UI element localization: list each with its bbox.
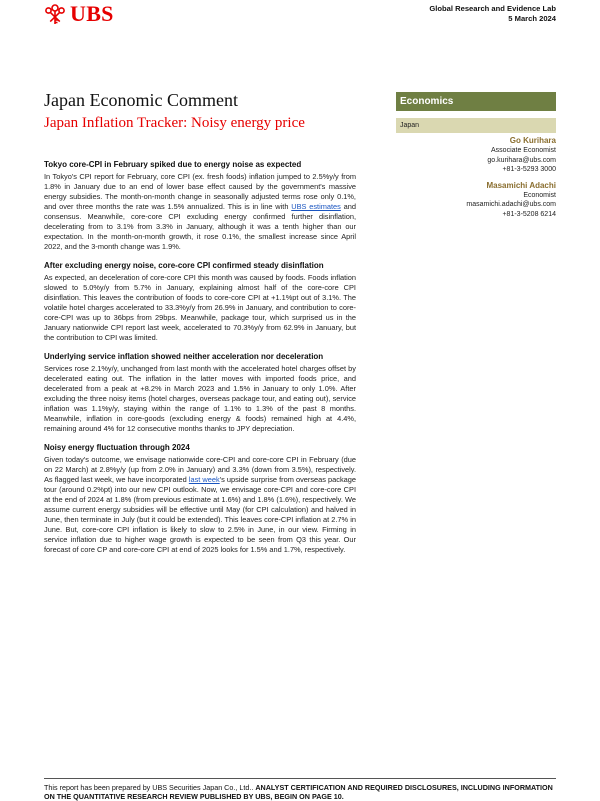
footer-disclosure-notice: ANALYST CERTIFICATION AND REQUIRED DISCLOSURES, INCLUDING INFORMATION ON THE QUANTITATIVE RESEARCH REVIEW PUBLISHED BY UBS, BEGIN ON PAGE 10.	[44, 783, 553, 801]
keys-emblem-icon	[44, 3, 66, 25]
region-label: Japan	[396, 118, 556, 133]
section-heading: Noisy energy fluctuation through 2024	[44, 443, 190, 452]
footer-text: This report has been prepared by UBS Securities Japan Co., Ltd..	[44, 783, 254, 792]
author-name: Masamichi Adachi	[486, 180, 556, 190]
section-heading: After excluding energy noise, core-core CPI confirmed steady disinflation	[44, 261, 324, 270]
report-title: Japan Economic Comment	[44, 90, 238, 110]
author-list	[396, 136, 556, 225]
author-title: Associate Economist	[491, 147, 556, 154]
section-paragraph: Services rose 2.1%y/y, unchanged from last month with the accelerated hotel charges offset by decelerated eating out. The inflation in the latter moves with imported foods price, and decelerated from a peak at +8.2% in March 2023 and 1.5% in January to only 1.0%. After excluding the three noisy items (hotel charges, overseas package tour, and eating out), service inflation was 1.1%y/y, staying within the range of 1.1% to 1.3% of the past 8 months. Meanwhile, inflation in core-goods (excluding energy & foods) remained high at 4.4%, remaining around 4% for 12 consecutive months thanks to JPY depreciation.	[44, 364, 356, 433]
author-email[interactable]: go.kurihara@ubs.com	[487, 156, 556, 164]
section-label: Economics	[396, 92, 556, 111]
paragraph-text: and consensus. Meanwhile, core-core CPI excluding energy confirmed further disinflation, decelerating from to 3.1% from 3.3% in January, although it was a tenth higher than our expectation. In the month-on-month growth, it rose 0.1%, the smallest increase since April 2022, and the 3-month change was 1.9%.	[44, 202, 356, 251]
brand-name: UBS	[70, 1, 114, 26]
author-name: Go Kurihara	[509, 136, 556, 145]
ubs-logo	[44, 3, 114, 25]
section-paragraph	[44, 455, 356, 555]
paragraph-text: 's upside surprise from overseas package tour (around 0.2%pt) into our new CPI outlook. Now, we envisage core-CPI and core-core CPI at the end of 2024 at 1.8% (from previous estimate at 1.6%) and 1.8% (1.6%), respectively. We assume current energy subsidies will be effective until May (for CPI calculation) and halved in June, then terminate in July (but it could be extended). This leaves core-CPI inflation at 2.7% in June. But, core-core CPI inflation is likely to slow to 2.5% in June, in our view. Firming in service inflation due to higher wage growth is expected to be seen from Q3 this year. Our forecast of core CP and core-core CPI at end of 2025 looks for 1.5% and 1.7%, respectively.	[44, 475, 356, 554]
section-heading: Underlying service inflation showed neither acceleration nor deceleration	[44, 352, 324, 361]
footer-divider	[44, 778, 556, 779]
report-subtitle: Japan Inflation Tracker: Noisy energy price	[44, 115, 305, 131]
paragraph-text: Given today's outcome, we envisage nationwide core-CPI and core-core CPI in February (due on 22 March) at 2.8%y/y (up from 2.0% in January) and 3.3% (down from 3.5%), respectively. As flagged last week, we have incorporated	[44, 455, 356, 484]
last-week-link[interactable]: last week	[188, 475, 220, 484]
author-phone: +81-3-5293 3000	[502, 166, 556, 173]
report-date: 5 March 2024	[508, 14, 556, 23]
publisher-header	[429, 4, 556, 24]
author-email[interactable]: masamichi.adachi@ubs.com	[466, 201, 556, 208]
author-card	[396, 136, 556, 175]
disclosure-footer	[44, 783, 564, 801]
author-title: Economist	[523, 191, 556, 199]
section-paragraph	[44, 172, 356, 252]
paragraph-text: In Tokyo's CPI report for February, core CPI (ex. fresh foods) inflation jumped to 2.5%y/y from 1.8% in January due to an end of lower base effect caused by the government's massive energy subsidies. The month-on-month change in seasonally adjusted terms rose only 0.1%, and over three months the rate was 1.5% annualized. This is in line with	[44, 172, 356, 211]
ubs-estimates-link[interactable]: UBS estimates	[291, 202, 341, 211]
section-paragraph: As expected, an deceleration of core-core CPI this month was caused by foods. Foods inflation slowed to 5.0%y/y from 5.7% in January, explaining almost half of the core-core CPI disinflation. This leaves the contribution of foods to core-core CPI at +1.1%pt out of 3.1%. The volatile hotel charges accelerated to 33.3%y/y from 26.9% in January, and contribution to core-core-CPI was up to 36bps from 29bps. Meanwhile, package tour, which surprised us in the January nationwide CPI report last week, accelerated to 70.3%y/y from 62.9% in January, but the contribution to CPI was limited.	[44, 273, 356, 342]
publisher-name: Global Research and Evidence Lab	[429, 4, 556, 13]
section-heading: Tokyo core-CPI in February spiked due to energy noise as expected	[44, 160, 302, 169]
report-body	[44, 160, 356, 564]
author-card	[396, 181, 556, 220]
author-phone: +81-3-5208 6214	[502, 210, 556, 218]
